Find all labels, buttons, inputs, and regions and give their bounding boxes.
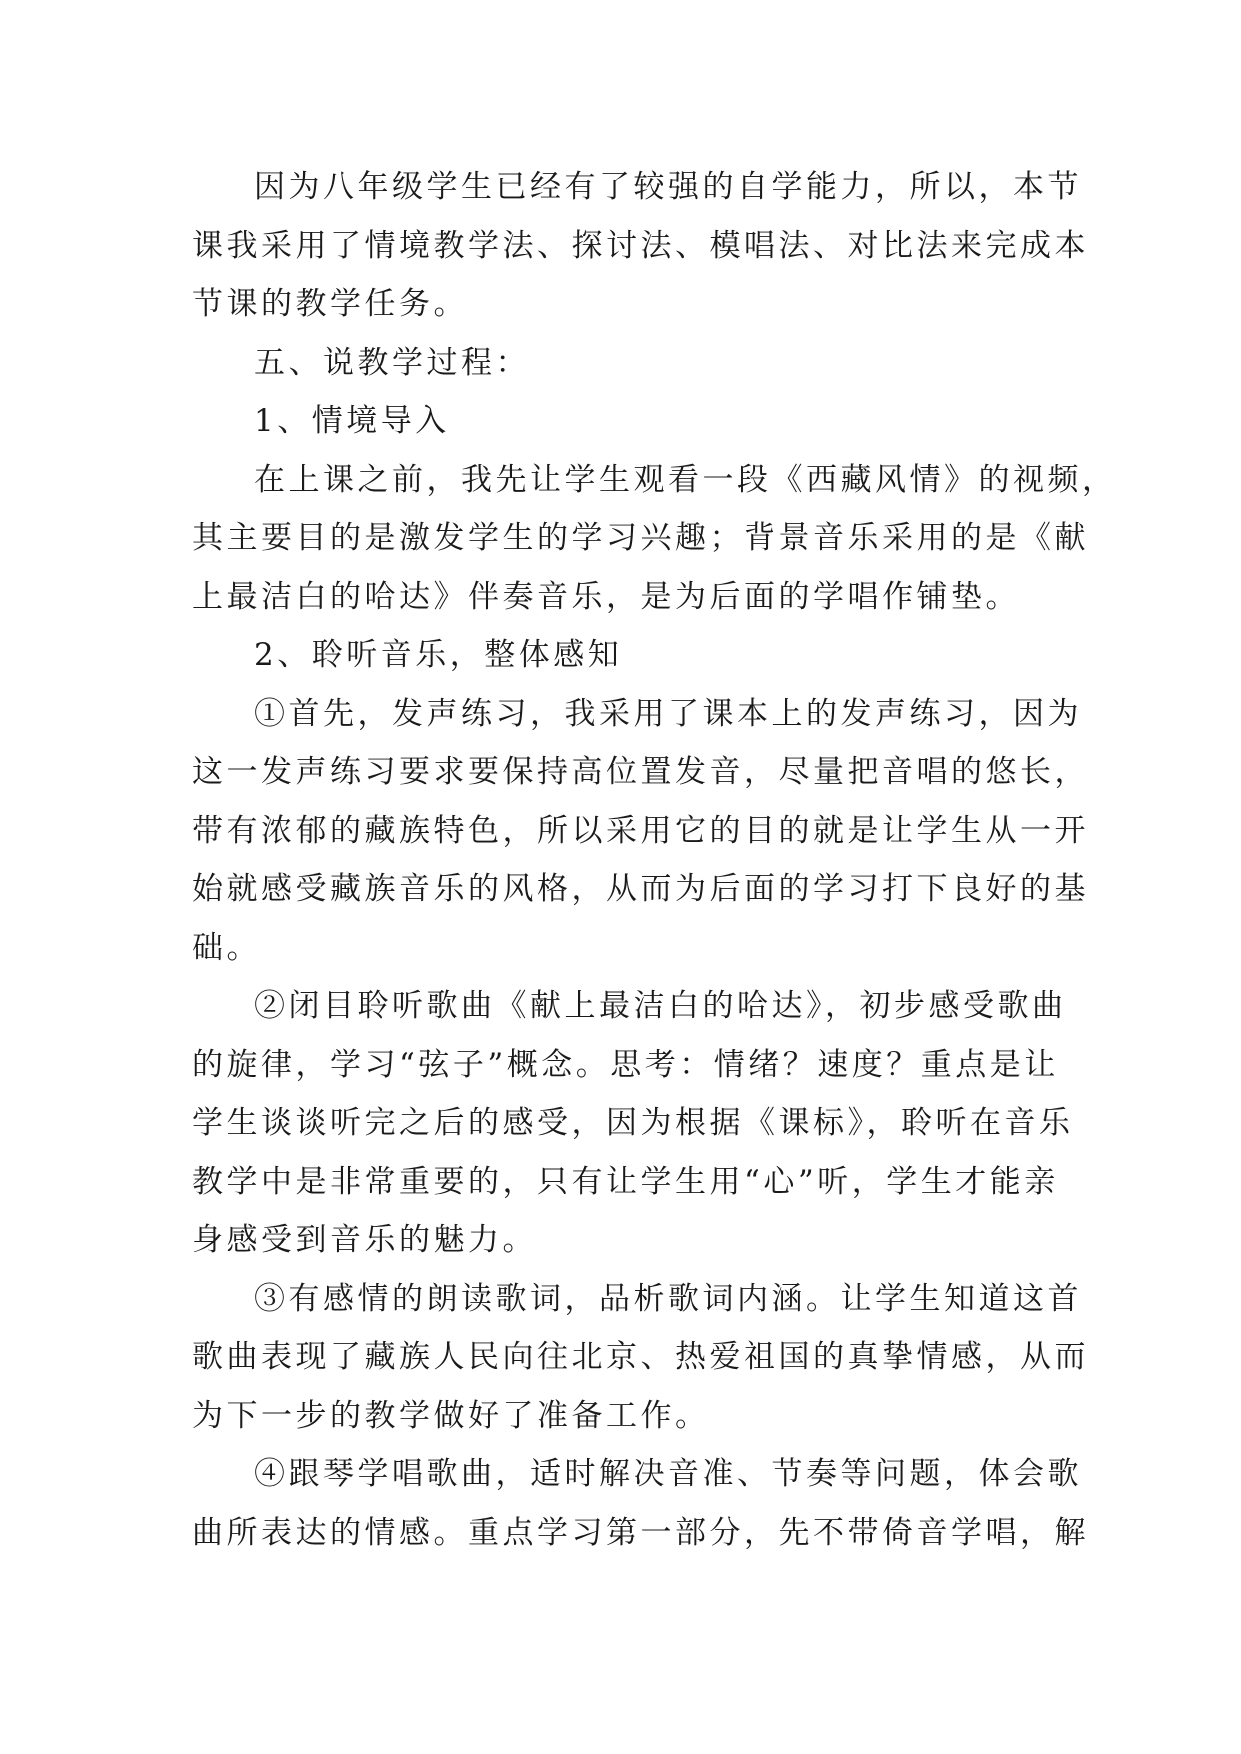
text-line: 其主要目的是激发学生的学习兴趣；背景音乐采用的是《献 <box>192 520 1089 556</box>
text-line: 因为八年级学生已经有了较强的自学能力，所以，本节 <box>254 169 1082 205</box>
text-line: 1、情境导入 <box>254 403 450 439</box>
text-line: 的旋律，学习“弦子”概念。思考：情绪？速度？重点是让 <box>192 1046 1059 1083</box>
text-line: 曲所表达的情感。重点学习第一部分，先不带倚音学唱，解 <box>192 1514 1089 1551</box>
text-line: 歌曲表现了藏族人民向往北京、热爱祖国的真挚情感，从而 <box>192 1339 1089 1375</box>
text-line: 为下一步的教学做好了准备工作。 <box>192 1397 710 1434</box>
text-line: ②闭目聆听歌曲《献上最洁白的哈达》，初步感受歌曲 <box>254 988 1067 1024</box>
paragraph <box>192 392 1064 451</box>
paragraph <box>192 685 1089 978</box>
paragraph <box>192 626 1064 685</box>
paragraph <box>192 1445 1089 1562</box>
text-line: 身感受到音乐的魅力。 <box>192 1222 537 1258</box>
paragraph <box>192 451 1117 627</box>
text-line: 上最洁白的哈达》伴奏音乐，是为后面的学唱作铺垫。 <box>192 578 1020 615</box>
text-line: 学生谈谈听完之后的感受，因为根据《课标》，聆听在音乐 <box>192 1105 1074 1141</box>
text-line: 始就感受藏族音乐的风格，从而为后面的学习打下良好的基 <box>192 871 1089 907</box>
document-body <box>192 158 1117 1562</box>
text-line: 础。 <box>192 929 261 966</box>
paragraph <box>192 1270 1089 1446</box>
text-line: 课我采用了情境教学法、探讨法、模唱法、对比法来完成本 <box>192 227 1089 264</box>
paragraph <box>192 977 1074 1270</box>
text-line: ③有感情的朗读歌词，品析歌词内涵。让学生知道这首 <box>254 1280 1082 1317</box>
text-line: 在上课之前，我先让学生观看一段《西藏风情》的视频， <box>254 461 1117 498</box>
paragraph <box>192 334 1064 393</box>
paragraph <box>192 158 1089 334</box>
text-line: ①首先，发声练习，我采用了课本上的发声练习，因为 <box>254 695 1082 732</box>
text-line: 2、聆听音乐，整体感知 <box>254 637 623 673</box>
text-line: 这一发声练习要求要保持高位置发音，尽量把音唱的悠长， <box>192 754 1089 790</box>
text-line: 五、说教学过程： <box>254 344 530 381</box>
text-line: ④跟琴学唱歌曲，适时解决音准、节奏等问题，体会歌 <box>254 1456 1082 1492</box>
text-line: 教学中是非常重要的，只有让学生用“心”听，学生才能亲 <box>192 1163 1059 1200</box>
text-line: 节课的教学任务。 <box>192 286 468 322</box>
text-line: 带有浓郁的藏族特色，所以采用它的目的就是让学生从一开 <box>192 812 1089 849</box>
